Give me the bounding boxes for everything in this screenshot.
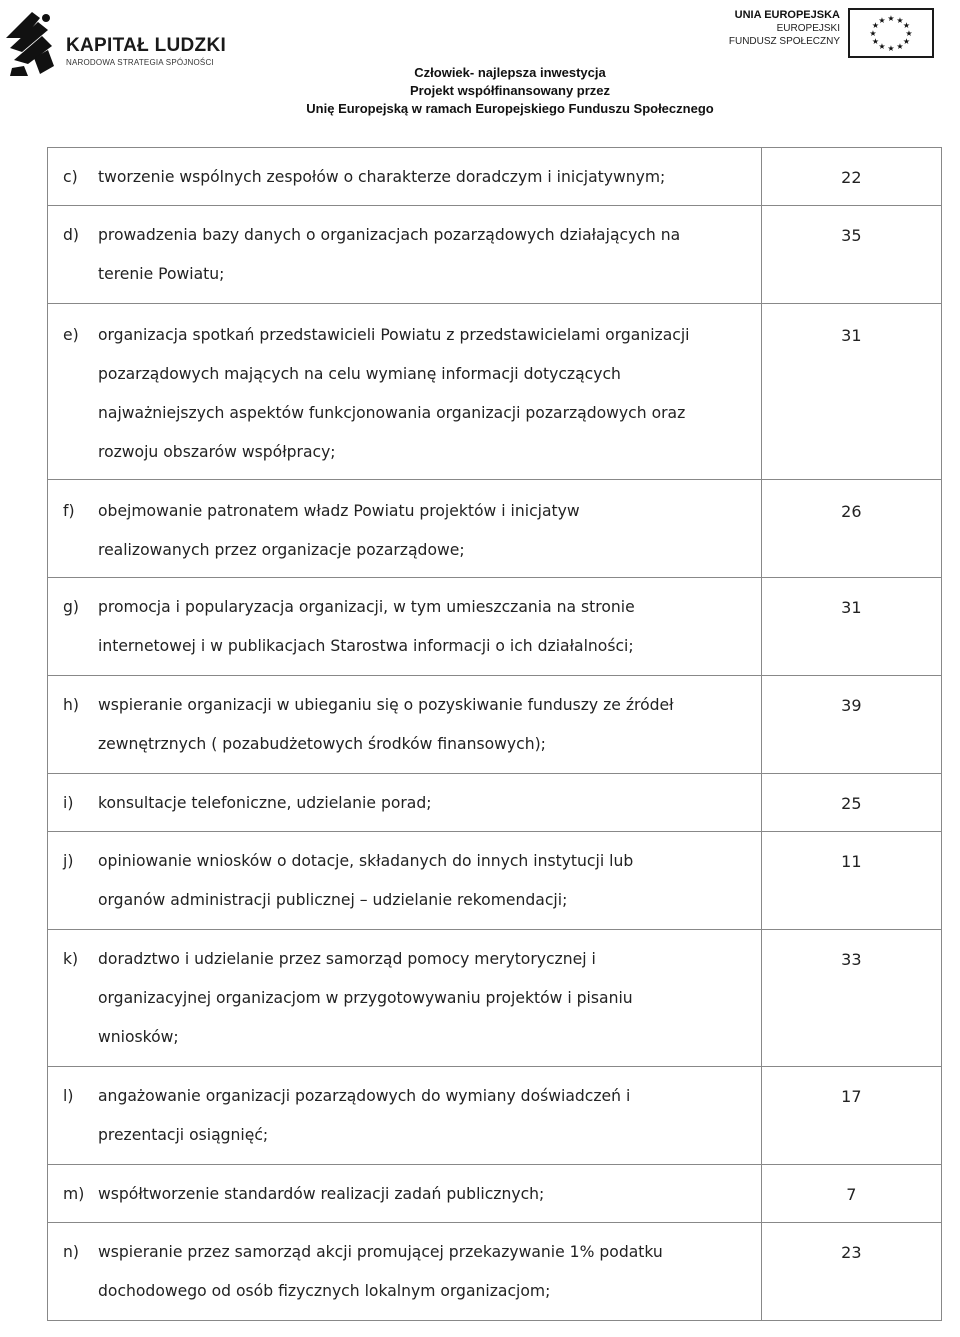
- item-count-cell: [761, 148, 941, 206]
- item-count: 31: [841, 326, 862, 345]
- list-item: [48, 578, 761, 666]
- item-letter: e): [63, 326, 79, 344]
- item-text-line: organów administracji publicznej – udzielanie rekomendacji;: [98, 891, 568, 909]
- kapital-ludzki-title: KAPITAŁ LUDZKI: [66, 35, 227, 56]
- table-row: [48, 578, 942, 676]
- eu-line-2: EUROPEJSKI: [776, 23, 840, 34]
- item-text-line: tworzenie wspólnych zespołów o charakterze doradczym i inicjatywnym;: [98, 168, 666, 186]
- item-count: 25: [841, 794, 862, 813]
- item-description-cell: [48, 1067, 762, 1165]
- item-count-cell: [761, 1165, 941, 1223]
- item-letter: l): [63, 1087, 74, 1105]
- svg-text:★: ★: [896, 42, 904, 51]
- table-row: [48, 930, 942, 1067]
- svg-text:★: ★: [902, 37, 911, 46]
- item-count: 33: [841, 950, 862, 969]
- item-count: 23: [841, 1243, 862, 1262]
- item-description-cell: [48, 480, 762, 578]
- item-text-line: obejmowanie patronatem władz Powiatu projektów i inicjatyw: [98, 502, 580, 520]
- table-row: [48, 480, 942, 578]
- item-text-line: wspieranie organizacji w ubieganiu się o pozyskiwanie funduszy ze źródeł: [98, 696, 674, 714]
- page-header: [0, 0, 960, 130]
- table-row: [48, 148, 942, 206]
- item-letter: f): [63, 502, 75, 520]
- item-count-cell: [761, 832, 941, 930]
- item-text-line: terenie Powiatu;: [98, 265, 225, 283]
- item-text-line: zewnętrznych ( pozabudżetowych środków finansowych);: [98, 735, 546, 753]
- table-row: [48, 832, 942, 930]
- item-count-cell: [761, 774, 941, 832]
- tagline-line-3: Unię Europejską w ramach Europejskiego Funduszu Społecznego: [306, 101, 714, 116]
- item-count-cell: [761, 1223, 941, 1321]
- item-description-cell: [48, 676, 762, 774]
- item-text-line: pozarządowych mających na celu wymianę informacji dotyczących: [98, 365, 621, 383]
- item-letter: j): [63, 852, 74, 870]
- item-text-line: realizowanych przez organizacje pozarządowe;: [98, 541, 465, 559]
- item-description-cell: [48, 832, 762, 930]
- item-count: 31: [841, 598, 862, 617]
- item-text-line: rozwoju obszarów współpracy;: [98, 443, 336, 461]
- item-count: 35: [841, 226, 862, 245]
- item-count: 39: [841, 696, 862, 715]
- list-item: [48, 774, 761, 823]
- kapital-ludzki-logo: [4, 8, 234, 78]
- list-item: [48, 930, 761, 1057]
- svg-text:★: ★: [878, 42, 886, 51]
- item-text-line: angażowanie organizacji pozarządowych do wymiany doświadczeń i: [98, 1087, 631, 1105]
- item-count: 7: [846, 1185, 857, 1204]
- cooperation-forms-table: [47, 147, 942, 1321]
- table-row: [48, 1067, 942, 1165]
- item-count: 22: [841, 168, 862, 187]
- item-count-cell: [761, 578, 941, 676]
- list-item: [48, 206, 761, 294]
- item-text-line: konsultacje telefoniczne, udzielanie porad;: [98, 794, 432, 812]
- svg-text:★: ★: [905, 29, 913, 38]
- tagline-line-1: Człowiek- najlepsza inwestycja: [414, 65, 606, 80]
- item-description-cell: [48, 304, 762, 480]
- table-row: [48, 676, 942, 774]
- list-item: [48, 304, 761, 472]
- table-row: [48, 304, 942, 480]
- item-letter: i): [63, 794, 74, 812]
- item-description-cell: [48, 578, 762, 676]
- item-text-line: promocja i popularyzacja organizacji, w tym umieszczania na stronie: [98, 598, 635, 616]
- list-item: [48, 676, 761, 764]
- eu-line-1: UNIA EUROPEJSKA: [734, 9, 840, 21]
- svg-text:★: ★: [871, 21, 880, 30]
- item-letter: m): [63, 1185, 85, 1203]
- table-row: [48, 206, 942, 304]
- eu-logo: [724, 8, 936, 60]
- item-count: 26: [841, 502, 862, 521]
- item-text-line: opiniowanie wniosków o dotacje, składanych do innych instytucji lub: [98, 852, 634, 870]
- item-letter: k): [63, 950, 79, 968]
- table-body: [48, 148, 942, 1321]
- svg-text:★: ★: [871, 37, 880, 46]
- list-item: [48, 480, 761, 570]
- eu-logo-text: [724, 8, 840, 48]
- item-text-line: organizacja spotkań przedstawicieli Powiatu z przedstawicielami organizacji: [98, 326, 690, 344]
- item-description-cell: [48, 930, 762, 1067]
- item-description-cell: [48, 148, 762, 206]
- list-item: [48, 1067, 761, 1155]
- item-letter: h): [63, 696, 79, 714]
- list-item: [48, 832, 761, 920]
- list-item: [48, 1165, 761, 1214]
- svg-text:★: ★: [902, 21, 911, 30]
- item-count-cell: [761, 676, 941, 774]
- item-description-cell: [48, 1223, 762, 1321]
- list-item: [48, 148, 761, 197]
- item-text-line: doradztwo i udzielanie przez samorząd pomocy merytorycznej i: [98, 950, 596, 968]
- item-count: 17: [841, 1087, 862, 1106]
- item-count: 11: [841, 852, 862, 871]
- table-row: [48, 1223, 942, 1321]
- list-item: [48, 1223, 761, 1311]
- item-count-cell: [761, 930, 941, 1067]
- item-count-cell: [761, 206, 941, 304]
- item-text-line: dochodowego od osób fizycznych lokalnym organizacjom;: [98, 1282, 551, 1300]
- kapital-ludzki-subtitle: NARODOWA STRATEGIA SPÓJNOŚCI: [66, 58, 214, 67]
- svg-text:★: ★: [887, 14, 895, 23]
- item-text-line: współtworzenie standardów realizacji zadań publicznych;: [98, 1185, 545, 1203]
- kapital-ludzki-emblem-icon: [4, 8, 64, 78]
- eu-line-3: FUNDUSZ SPOŁECZNY: [728, 36, 840, 47]
- item-description-cell: [48, 774, 762, 832]
- item-text-line: wspieranie przez samorząd akcji promującej przekazywanie 1% podatku: [98, 1243, 663, 1261]
- item-count-cell: [761, 480, 941, 578]
- svg-text:★: ★: [887, 44, 895, 53]
- item-letter: n): [63, 1243, 79, 1261]
- item-text-line: prowadzenia bazy danych o organizacjach pozarządowych działających na: [98, 226, 681, 244]
- item-description-cell: [48, 1165, 762, 1223]
- svg-text:★: ★: [869, 29, 877, 38]
- item-letter: d): [63, 226, 79, 244]
- svg-text:★: ★: [896, 16, 904, 25]
- item-count-cell: [761, 304, 941, 480]
- project-tagline: [300, 64, 720, 118]
- item-text-line: wniosków;: [98, 1028, 179, 1046]
- eu-flag-icon: [848, 8, 934, 58]
- item-letter: c): [63, 168, 78, 186]
- tagline-line-2: Projekt współfinansowany przez: [409, 83, 611, 98]
- table-row: [48, 774, 942, 832]
- svg-text:★: ★: [878, 16, 886, 25]
- item-text-line: internetowej i w publikacjach Starostwa informacji o ich działalności;: [98, 637, 634, 655]
- item-text-line: prezentacji osiągnięć;: [98, 1126, 269, 1144]
- item-text-line: organizacyjnej organizacjom w przygotowywaniu projektów i pisaniu: [98, 989, 633, 1007]
- table-row: [48, 1165, 942, 1223]
- item-letter: g): [63, 598, 79, 616]
- item-description-cell: [48, 206, 762, 304]
- item-count-cell: [761, 1067, 941, 1165]
- item-text-line: najważniejszych aspektów funkcjonowania organizacji pozarządowych oraz: [98, 404, 686, 422]
